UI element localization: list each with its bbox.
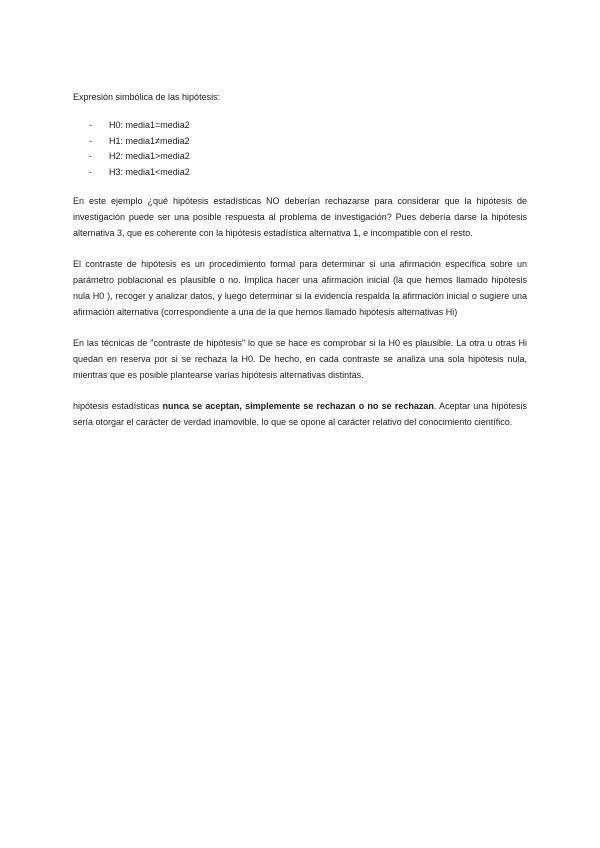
conclusion-lead: hipótesis estadísticas xyxy=(73,401,163,411)
list-item xyxy=(73,117,527,133)
list-item xyxy=(73,164,527,180)
conclusion-bold: nunca se aceptan, simplemente se rechazan o no se rechazan xyxy=(162,401,434,411)
hypothesis-h2: H2: media1>media2 xyxy=(109,151,190,161)
hypothesis-h1: H1: media1≠media2 xyxy=(109,135,190,146)
list-item xyxy=(73,133,527,149)
hypothesis-h0: H0: media1=media2 xyxy=(109,120,190,130)
bullet-dash: - xyxy=(89,120,92,130)
paragraph-tecnicas: En las técnicas de "contraste de hipótesis" lo que se hace es comprobar si la H0 es plausible. La otra u otras Hi quedan en reserva por si se rechaza la H0. De hecho, en cada contraste se analiza una sola hipótesis nula, mientras que es posible plantearse varias hipótesis alternativas distintas. xyxy=(73,338,527,380)
paragraph-conclusion xyxy=(73,398,527,430)
conclusion-tail: . Aceptar una hipótesis sería otorgar el carácter de verdad inamovible, lo que se opone al carácter relativo del conocimiento científico. xyxy=(73,401,528,427)
paragraph-example: En este ejemplo ¿qué hipótesis estadísticas NO deberían rechazarse para considerar que la hipótesis de investigación puede ser una posible respuesta al problema de investigación? Pues debería darse la hipótesis alternativa 3, que es coherente con la hipótesis estadística alternativa 1, e incompatible con el resto. xyxy=(73,196,527,238)
bullet-dash: - xyxy=(89,166,92,177)
hypotheses-list xyxy=(73,117,527,179)
paragraph-contraste-definicion: El contraste de hipótesis es un procedimiento formal para determinar si una afirmación específica sobre un parámetro poblacional es plausible o no. Implica hacer una afirmación inicial (la que hemos llamado hipótesis nula H0 ), recoger y analizar datos, y luego determinar si la evidencia respalda la afirmación inicial o sugiere una afirmación alternativa (correspondiente a una de la que hemos llamado hipótesis alternativas Hi) xyxy=(73,259,527,317)
bullet-dash: - xyxy=(89,135,92,146)
list-item xyxy=(73,148,527,164)
bullet-dash: - xyxy=(89,151,92,161)
document-page xyxy=(73,89,527,445)
hypothesis-h3: H3: media1<media2 xyxy=(109,166,190,177)
hypotheses-heading: Expresión simbólica de las hipótesis: xyxy=(73,92,221,102)
